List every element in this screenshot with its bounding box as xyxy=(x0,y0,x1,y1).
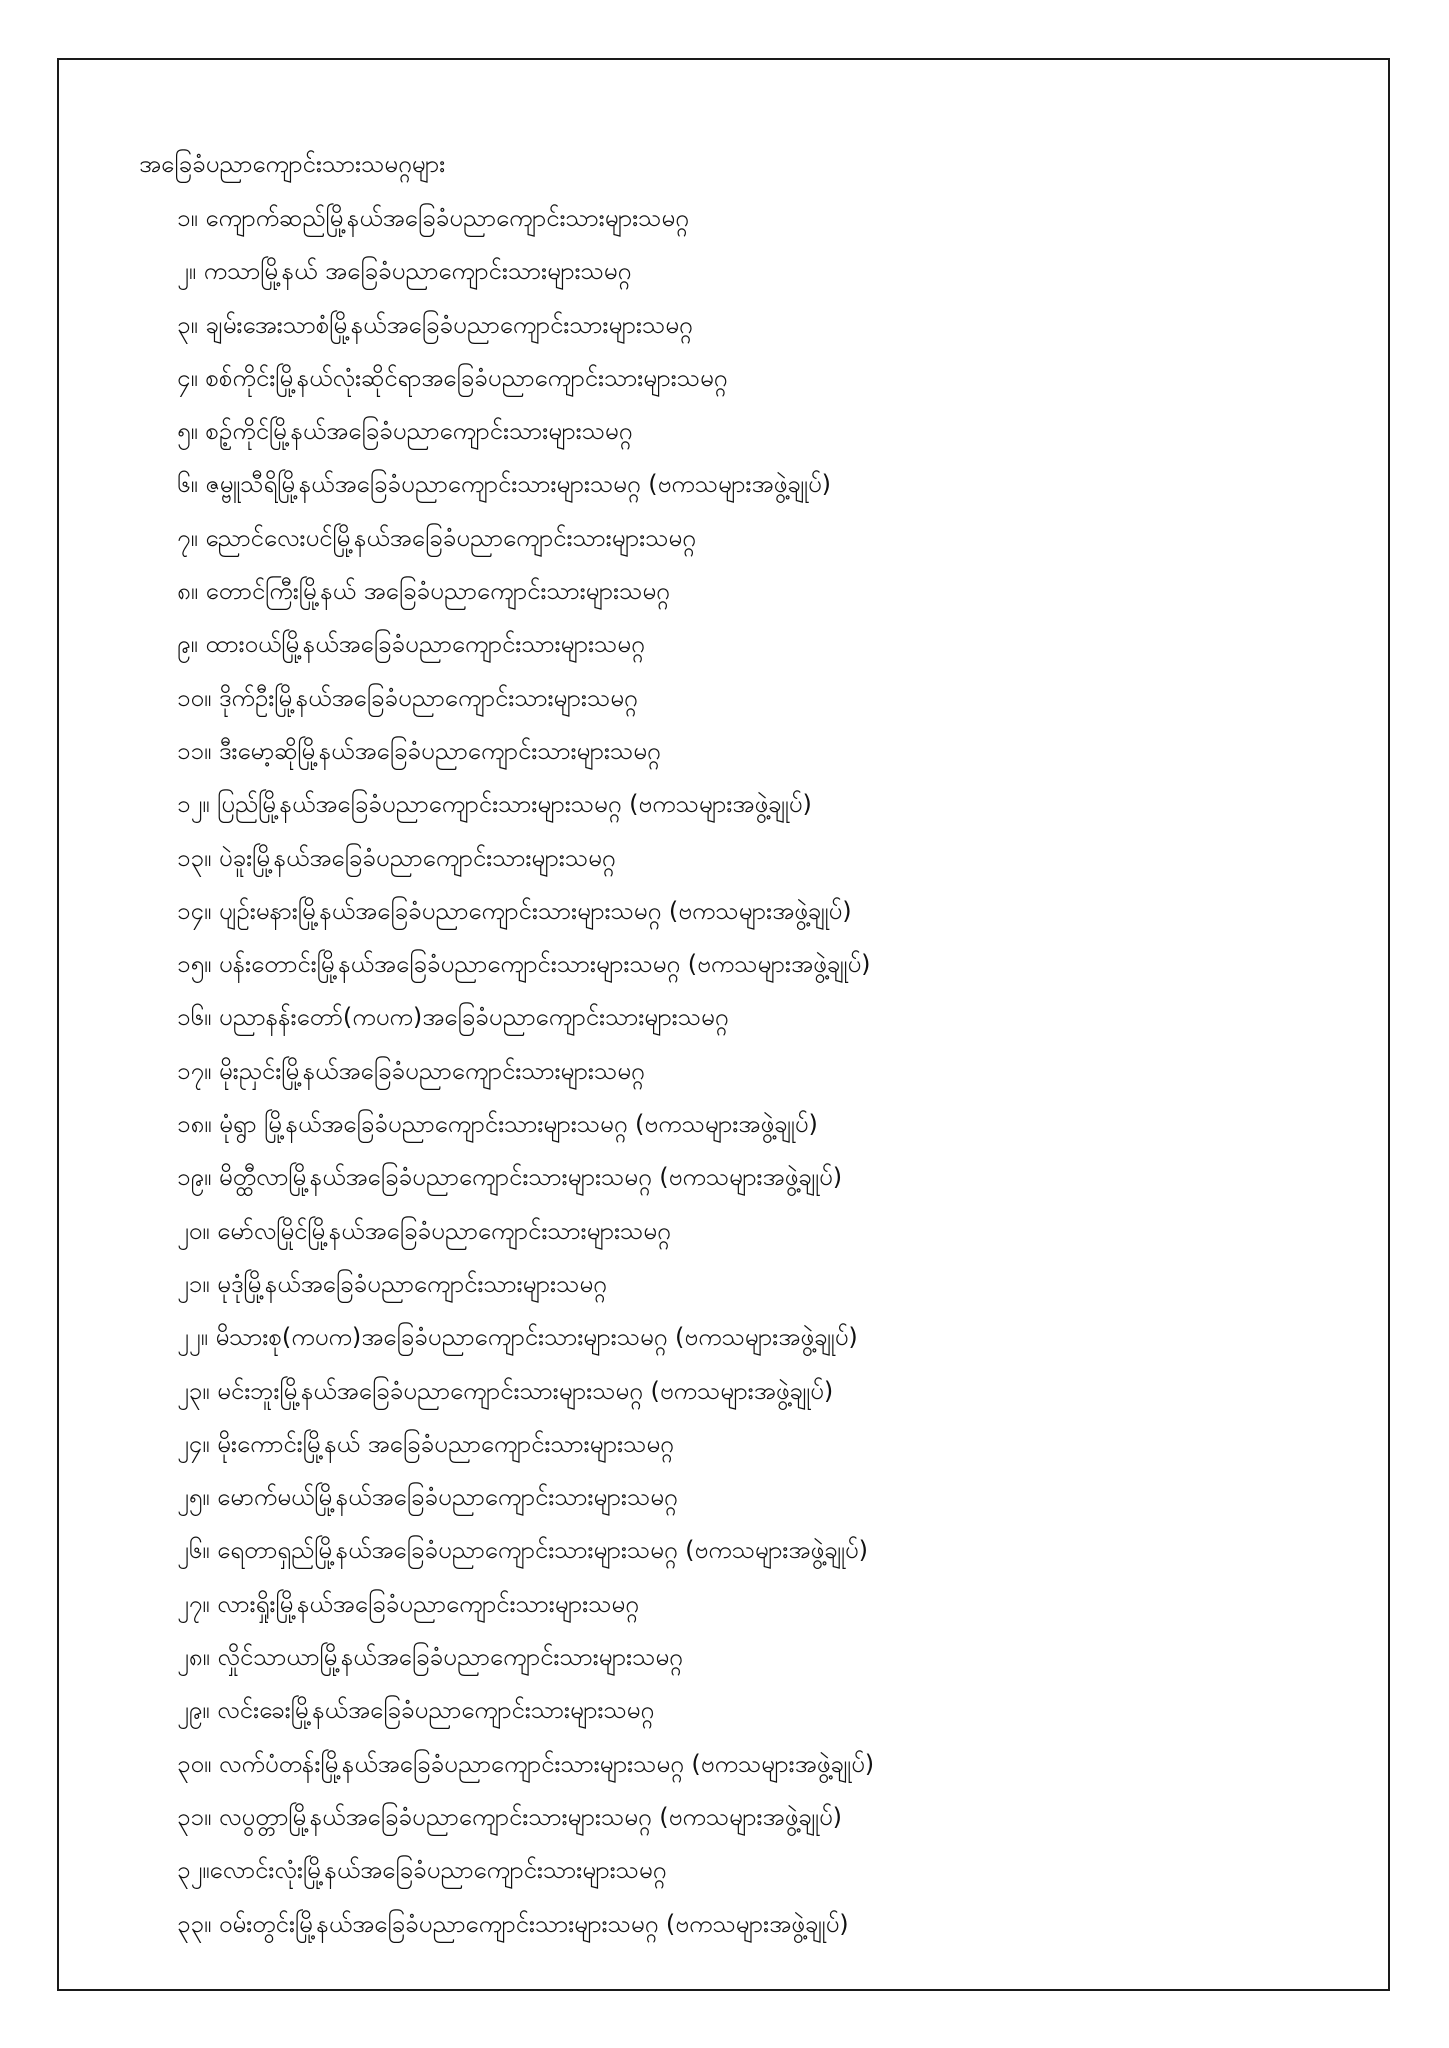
list-item: ၁၇။ မိုးညှင်းမြို့နယ်အခြေခံပညာကျောင်းသားများသမဂ္ဂ xyxy=(177,1056,645,1085)
list-item: ၅။ စဥ့်ကိုင်မြို့နယ်အခြေခံပညာကျောင်းသားများသမဂ္ဂ xyxy=(177,417,633,446)
list-item: ၂၀။ မော်လမြိုင်မြို့နယ်အခြေခံပညာကျောင်းသားများသမဂ္ဂ xyxy=(177,1216,671,1245)
list-item: ၈။ တောင်ကြီးမြို့နယ် အခြေခံပညာကျောင်းသားများသမဂ္ဂ xyxy=(177,577,670,606)
list-item: ၁၀။ ဒိုက်ဦးမြို့နယ်အခြေခံပညာကျောင်းသားများသမဂ္ဂ xyxy=(177,683,638,712)
list-item: ၁၅။ ပန်းတောင်းမြို့နယ်အခြေခံပညာကျောင်းသားများသမဂ္ဂ (ဗကသများအဖွဲ့ချုပ်) xyxy=(177,950,871,979)
list-item: ၁၁။ ဒီးမော့ဆိုမြို့နယ်အခြေခံပညာကျောင်းသားများသမဂ္ဂ xyxy=(177,736,661,765)
list-item: ၃၁။ လပွတ္တာမြို့နယ်အခြေခံပညာကျောင်းသားများသမဂ္ဂ (ဗကသများအဖွဲ့ချုပ်) xyxy=(177,1802,843,1831)
list-item: ၂၈။ လှိုင်သာယာမြို့နယ်အခြေခံပညာကျောင်းသားများသမဂ္ဂ xyxy=(177,1643,683,1672)
list-item: ၁။ ကျောက်ဆည်မြို့နယ်အခြေခံပညာကျောင်းသားများသမဂ္ဂ xyxy=(177,204,689,232)
document-heading: အခြေခံပညာကျောင်းသားသမဂ္ဂများ xyxy=(139,150,446,178)
list-item: ၉။ ထားဝယ်မြို့နယ်အခြေခံပညာကျောင်းသားများသမဂ္ဂ xyxy=(177,630,645,659)
list-item: ၂၉။ လင်းခေးမြို့နယ်အခြေခံပညာကျောင်းသားများသမဂ္ဂ xyxy=(177,1696,655,1725)
list-item: ၁၆။ ပညာနန်းတော်(ကပက)အခြေခံပညာကျောင်းသားများသမဂ္ဂ xyxy=(177,1003,729,1032)
list-item: ၂၁။ မုဒုံမြို့နယ်အခြေခံပညာကျောင်းသားများသမဂ္ဂ xyxy=(177,1269,607,1298)
union-list xyxy=(177,198,874,1957)
list-item: ၆။ ဇမ္ဗူသီရိမြို့နယ်အခြေခံပညာကျောင်းသားများသမဂ္ဂ (ဗကသများအဖွဲ့ချုပ်) xyxy=(177,470,831,499)
list-item: ၂၅။ မောက်မယ်မြို့နယ်အခြေခံပညာကျောင်းသားများသမဂ္ဂ xyxy=(177,1483,678,1512)
list-item: ၇။ ညောင်လေးပင်မြို့နယ်အခြေခံပညာကျောင်းသားများသမဂ္ဂ xyxy=(177,523,696,552)
page-border xyxy=(57,58,1390,1991)
list-item: ၂၂။ မိသားစု(ကပက)အခြေခံပညာကျောင်းသားများသမဂ္ဂ (ဗကသများအဖွဲ့ချုပ်) xyxy=(177,1323,858,1352)
list-item: ၂၄။ မိုးကောင်းမြို့နယ် အခြေခံပညာကျောင်းသားများသမဂ္ဂ xyxy=(177,1429,674,1458)
list-item: ၂၃။ မင်းဘူးမြို့နယ်အခြေခံပညာကျောင်းသားများသမဂ္ဂ (ဗကသများအဖွဲ့ချုပ်) xyxy=(177,1376,834,1405)
list-item: ၁၃။ ပဲခူးမြို့နယ်အခြေခံပညာကျောင်းသားများသမဂ္ဂ xyxy=(177,843,616,872)
list-item: ၄။ စစ်ကိုင်းမြို့နယ်လုံးဆိုင်ရာအခြေခံပညာကျောင်းသားများသမဂ္ဂ xyxy=(177,363,728,392)
list-item: ၂။ ကသာမြို့နယ် အခြေခံပညာကျောင်းသားများသမဂ္ဂ xyxy=(177,257,632,286)
list-item: ၃၂။လောင်းလုံးမြို့နယ်အခြေခံပညာကျောင်းသားများသမဂ္ဂ xyxy=(177,1856,667,1885)
list-item: ၂၇။ လားရှိုးမြို့နယ်အခြေခံပညာကျောင်းသားများသမဂ္ဂ xyxy=(177,1589,639,1618)
list-item: ၃၃။ ဝမ်းတွင်းမြို့နယ်အခြေခံပညာကျောင်းသားများသမဂ္ဂ (ဗကသများအဖွဲ့ချုပ်) xyxy=(177,1909,849,1938)
list-item: ၃။ ချမ်းအေးသာစံမြို့နယ်အခြေခံပညာကျောင်းသားများသမဂ္ဂ xyxy=(177,310,693,339)
list-item: ၁၂။ ပြည်မြို့နယ်အခြေခံပညာကျောင်းသားများသမဂ္ဂ (ဗကသများအဖွဲ့ချုပ်) xyxy=(177,790,812,819)
list-item: ၂၆။ ရေတာရှည်မြို့နယ်အခြေခံပညာကျောင်းသားများသမဂ္ဂ (ဗကသများအဖွဲ့ချုပ်) xyxy=(177,1536,868,1565)
list-item: ၃၀။ လက်ပံတန်းမြို့နယ်အခြေခံပညာကျောင်းသားများသမဂ္ဂ (ဗကသများအဖွဲ့ချုပ်) xyxy=(177,1749,875,1778)
list-item: ၁၉။ မိတ္ထီလာမြို့နယ်အခြေခံပညာကျောင်းသားများသမဂ္ဂ (ဗကသများအဖွဲ့ချုပ်) xyxy=(177,1163,843,1192)
list-item: ၁၄။ ပျဉ်းမနားမြို့နယ်အခြေခံပညာကျောင်းသားများသမဂ္ဂ (ဗကသများအဖွဲ့ချုပ်) xyxy=(177,896,852,925)
list-item: ၁၈။ မုံရွာ မြို့နယ်အခြေခံပညာကျောင်းသားများသမဂ္ဂ (ဗကသများအဖွဲ့ချုပ်) xyxy=(177,1110,818,1139)
